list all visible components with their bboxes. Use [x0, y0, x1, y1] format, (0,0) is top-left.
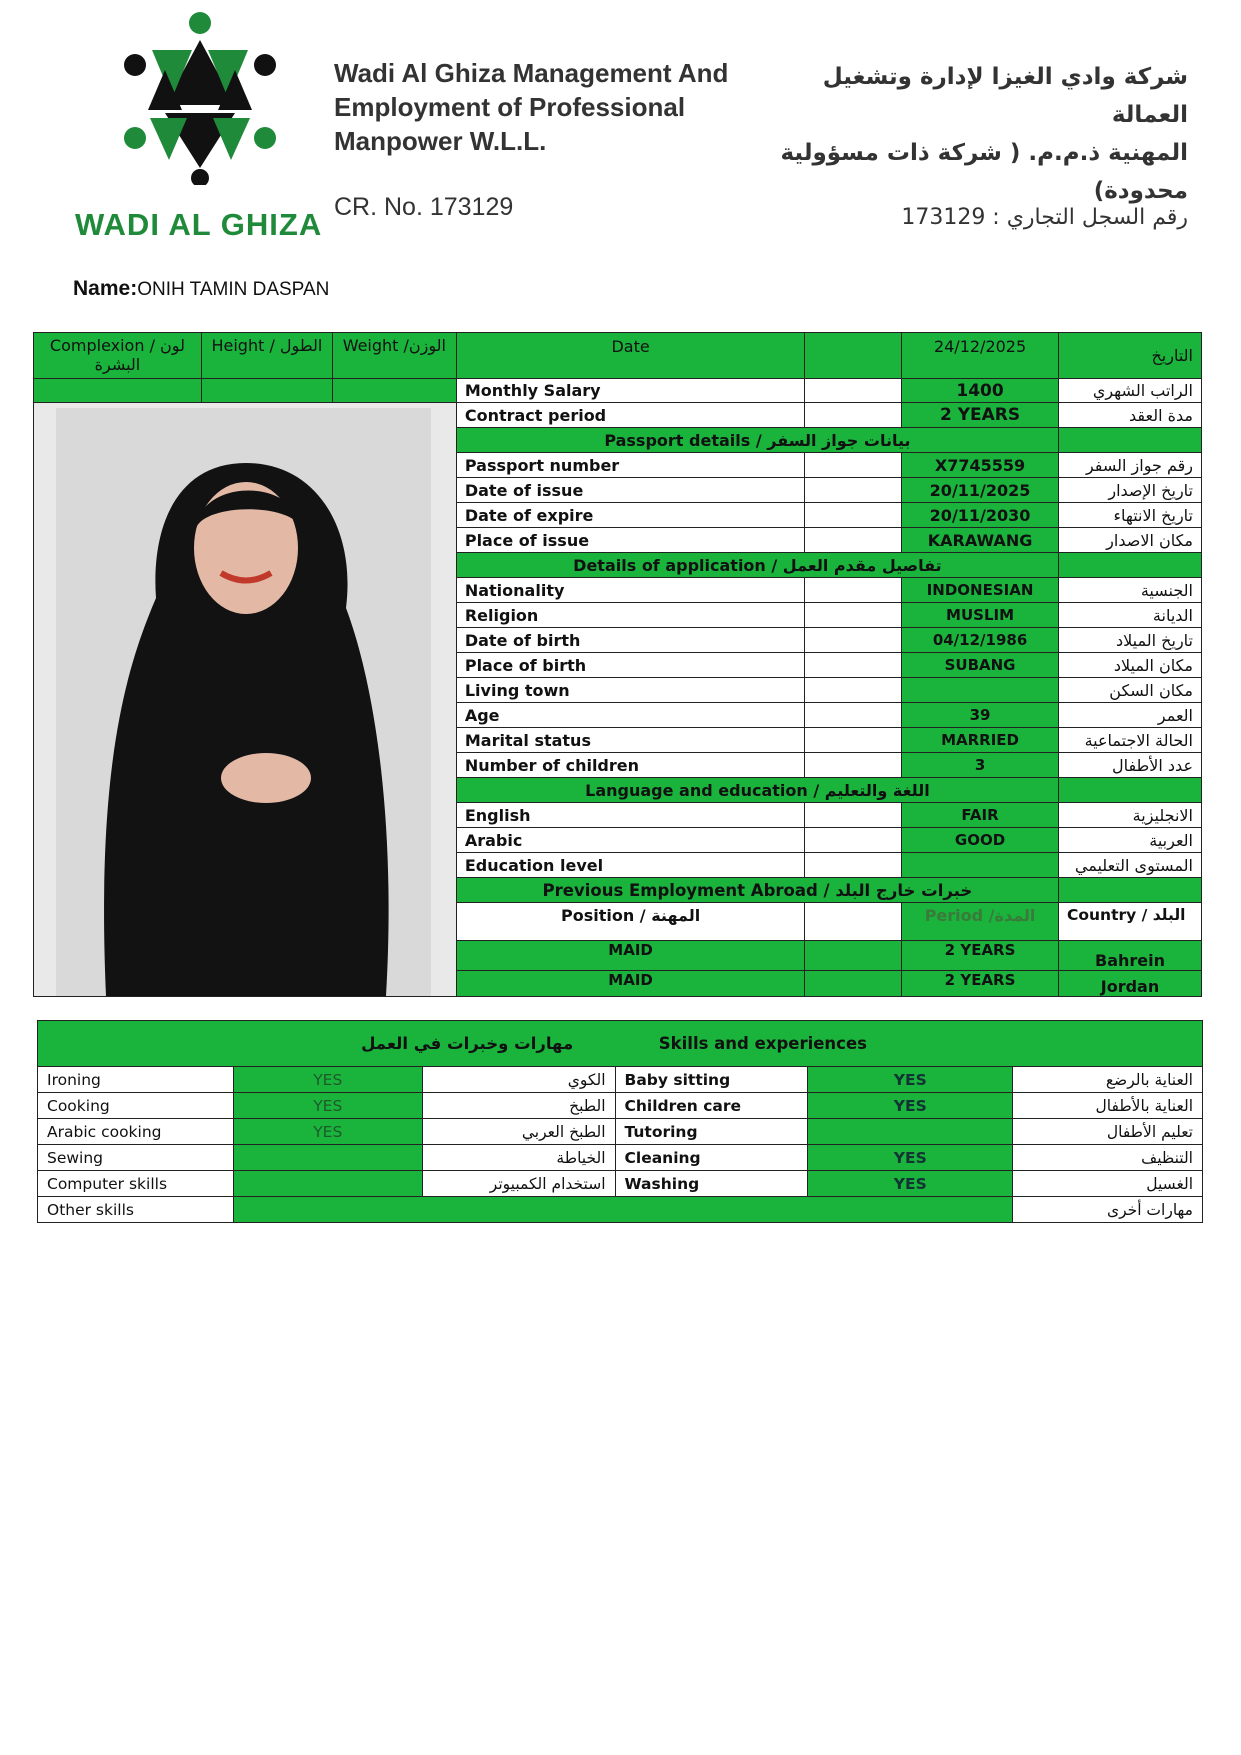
- skill-label-other: Other skills: [38, 1197, 234, 1223]
- arabic-ar: العربية: [1059, 828, 1202, 853]
- date-spacer: [805, 333, 902, 379]
- nationality-spacer: [805, 578, 902, 603]
- name-value: ONIH TAMIN DASPAN: [137, 279, 330, 300]
- employment-country-2: Jordan: [1059, 970, 1202, 996]
- cv-main-table: [33, 332, 1202, 997]
- nationality-ar: الجنسية: [1059, 578, 1202, 603]
- education-ar: المستوى التعليمي: [1059, 853, 1202, 878]
- skill-label-children-care: Children care: [615, 1093, 808, 1119]
- name-label: Name: [73, 277, 131, 300]
- dob-label: Date of birth: [456, 628, 805, 653]
- english-value: FAIR: [902, 803, 1059, 828]
- expire-date-ar: تاريخ الانتهاء: [1059, 503, 1202, 528]
- skill-value-children-care: YES: [808, 1093, 1013, 1119]
- issue-date-value: 20/11/2025: [902, 478, 1059, 503]
- dob-ar: تاريخ الميلاد: [1059, 628, 1202, 653]
- applicant-photo-icon: [56, 408, 431, 996]
- education-value: [902, 853, 1059, 878]
- marital-value: MARRIED: [902, 728, 1059, 753]
- issue-date-ar: تاريخ الإصدار: [1059, 478, 1202, 503]
- contract-label: Contract period: [456, 403, 805, 428]
- height-value: [201, 379, 332, 403]
- place-issue-label: Place of issue: [456, 528, 805, 553]
- expire-date-spacer: [805, 503, 902, 528]
- skill-value-other: [233, 1197, 1012, 1223]
- issue-date-spacer: [805, 478, 902, 503]
- skill-value-cleaning: YES: [808, 1145, 1013, 1171]
- children-value: 3: [902, 753, 1059, 778]
- company-name-ar-line3: محدودة): [1093, 178, 1188, 204]
- english-spacer: [805, 803, 902, 828]
- passport-section: Passport details / بيانات جواز السفر: [456, 428, 1058, 453]
- education-spacer: [805, 853, 902, 878]
- living-town-value: [902, 678, 1059, 703]
- skill-label-sewing: Sewing: [38, 1145, 234, 1171]
- cr-number-en: CR. No. 173129: [334, 193, 514, 221]
- age-label: Age: [456, 703, 805, 728]
- skill-label-ironing: Ironing: [38, 1067, 234, 1093]
- skill-label-computer: Computer skills: [38, 1171, 234, 1197]
- place-issue-value: KARAWANG: [902, 528, 1059, 553]
- children-label: Number of children: [456, 753, 805, 778]
- place-issue-spacer: [805, 528, 902, 553]
- language-section-spacer: [1059, 778, 1202, 803]
- children-ar: عدد الأطفال: [1059, 753, 1202, 778]
- children-spacer: [805, 753, 902, 778]
- logo-text: WADI AL GHIZA: [75, 207, 323, 242]
- religion-ar: الديانة: [1059, 603, 1202, 628]
- arabic-spacer: [805, 828, 902, 853]
- applicant-photo: [56, 408, 431, 996]
- place-issue-ar: مكان الاصدار: [1059, 528, 1202, 553]
- position-column-header: Position / المهنة: [456, 903, 805, 941]
- salary-ar: الراتب الشهري: [1059, 379, 1202, 403]
- country-column-header: Country / البلد: [1059, 903, 1202, 941]
- skills-table: [37, 1020, 1203, 1223]
- date-ar: التاريخ: [1059, 333, 1202, 379]
- company-name-line1: Wadi Al Ghiza Management And: [334, 58, 729, 88]
- skill-ar-cleaning: التنظيف: [1013, 1145, 1203, 1171]
- skill-value-arabic-cooking: YES: [233, 1119, 422, 1145]
- skills-title-en: Skills and experiences: [658, 1034, 867, 1053]
- skill-value-computer: [233, 1171, 422, 1197]
- salary-label: Monthly Salary: [456, 379, 805, 403]
- arabic-label: Arabic: [456, 828, 805, 853]
- employment-section-spacer: [1059, 878, 1202, 903]
- company-name-en: [334, 56, 728, 158]
- photo-cell: [34, 403, 457, 997]
- passport-section-spacer: [1059, 428, 1202, 453]
- complexion-value: [34, 379, 202, 403]
- employment-country-1: Bahrein: [1059, 940, 1202, 970]
- pob-label: Place of birth: [456, 653, 805, 678]
- employment-position-1: MAID: [456, 940, 805, 970]
- pob-ar: مكان الميلاد: [1059, 653, 1202, 678]
- salary-value: 1400: [902, 379, 1059, 403]
- pob-spacer: [805, 653, 902, 678]
- english-label: English: [456, 803, 805, 828]
- religion-value: MUSLIM: [902, 603, 1059, 628]
- skill-ar-cooking: الطبخ: [422, 1093, 615, 1119]
- company-name-ar-line1: شركة وادي الغيزا لإدارة وتشغيل العمالة: [822, 64, 1188, 128]
- nationality-value: INDONESIAN: [902, 578, 1059, 603]
- expire-date-label: Date of expire: [456, 503, 805, 528]
- marital-ar: الحالة الاجتماعية: [1059, 728, 1202, 753]
- company-logo: [112, 10, 287, 185]
- skill-label-tutoring: Tutoring: [615, 1119, 808, 1145]
- company-name-line2: Employment of Professional: [334, 92, 686, 122]
- salary-spacer: [805, 379, 902, 403]
- skill-ar-other: مهارات أخرى: [1013, 1197, 1203, 1223]
- employment-position-2: MAID: [456, 970, 805, 996]
- applicant-name-row: Name:ONIH TAMIN DASPAN: [73, 277, 330, 300]
- skill-ar-ironing: الكوي: [422, 1067, 615, 1093]
- contract-spacer: [805, 403, 902, 428]
- marital-spacer: [805, 728, 902, 753]
- skill-ar-computer: استخدام الكمبيوتر: [422, 1171, 615, 1197]
- living-town-spacer: [805, 678, 902, 703]
- logo-mark-icon: [112, 10, 287, 185]
- skill-label-arabic-cooking: Arabic cooking: [38, 1119, 234, 1145]
- skill-ar-baby-sitting: العناية بالرضع: [1013, 1067, 1203, 1093]
- skill-ar-washing: الغسيل: [1013, 1171, 1203, 1197]
- skill-value-washing: YES: [808, 1171, 1013, 1197]
- skill-ar-children-care: العناية بالأطفال: [1013, 1093, 1203, 1119]
- employment-period-2: 2 YEARS: [902, 970, 1059, 996]
- company-name-line3: Manpower W.L.L.: [334, 126, 547, 156]
- living-town-ar: مكان السكن: [1059, 678, 1202, 703]
- passport-number-value: X7745559: [902, 453, 1059, 478]
- passport-number-ar: رقم جواز السفر: [1059, 453, 1202, 478]
- dob-value: 04/12/1986: [902, 628, 1059, 653]
- contract-ar: مدة العقد: [1059, 403, 1202, 428]
- employment-period-1: 2 YEARS: [902, 940, 1059, 970]
- skill-value-baby-sitting: YES: [808, 1067, 1013, 1093]
- employment-row2-spacer: [805, 970, 902, 996]
- nationality-label: Nationality: [456, 578, 805, 603]
- skill-ar-sewing: الخياطة: [422, 1145, 615, 1171]
- skill-value-cooking: YES: [233, 1093, 422, 1119]
- employment-row1-spacer: [805, 940, 902, 970]
- passport-number-spacer: [805, 453, 902, 478]
- weight-header: Weight /الوزن: [332, 333, 456, 379]
- skills-title-ar: مهارات وخبرات في العمل: [361, 1034, 574, 1053]
- skill-value-ironing: YES: [233, 1067, 422, 1093]
- age-spacer: [805, 703, 902, 728]
- skills-title-row: [38, 1021, 1203, 1067]
- education-label: Education level: [456, 853, 805, 878]
- employment-section: Previous Employment Abroad / خبرات خارج البلد: [456, 878, 1058, 903]
- skill-value-sewing: [233, 1145, 422, 1171]
- arabic-value: GOOD: [902, 828, 1059, 853]
- issue-date-label: Date of issue: [456, 478, 805, 503]
- skill-ar-tutoring: تعليم الأطفال: [1013, 1119, 1203, 1145]
- cr-number-ar: رقم السجل التجاري : 173129: [901, 205, 1188, 230]
- english-ar: الانجليزية: [1059, 803, 1202, 828]
- marital-label: Marital status: [456, 728, 805, 753]
- skill-label-baby-sitting: Baby sitting: [615, 1067, 808, 1093]
- company-name-ar: [768, 58, 1188, 210]
- weight-value: [332, 379, 456, 403]
- skill-label-cooking: Cooking: [38, 1093, 234, 1119]
- position-header-spacer: [805, 903, 902, 941]
- age-value: 39: [902, 703, 1059, 728]
- passport-number-label: Passport number: [456, 453, 805, 478]
- date-label: Date: [456, 333, 805, 379]
- skill-label-cleaning: Cleaning: [615, 1145, 808, 1171]
- age-ar: العمر: [1059, 703, 1202, 728]
- application-section-spacer: [1059, 553, 1202, 578]
- religion-spacer: [805, 603, 902, 628]
- pob-value: SUBANG: [902, 653, 1059, 678]
- company-name-ar-line2: المهنية ذ.م.م. ( شركة ذات مسؤولية: [780, 140, 1188, 166]
- language-section: Language and education / اللغة والتعليم: [456, 778, 1058, 803]
- skill-value-tutoring: [808, 1119, 1013, 1145]
- skill-label-washing: Washing: [615, 1171, 808, 1197]
- skill-ar-arabic-cooking: الطبخ العربي: [422, 1119, 615, 1145]
- height-header: Height / الطول: [201, 333, 332, 379]
- date-value: 24/12/2025: [902, 333, 1059, 379]
- living-town-label: Living town: [456, 678, 805, 703]
- application-section: Details of application / تفاصيل مقدم العمل: [456, 553, 1058, 578]
- expire-date-value: 20/11/2030: [902, 503, 1059, 528]
- contract-value: 2 YEARS: [902, 403, 1059, 428]
- dob-spacer: [805, 628, 902, 653]
- religion-label: Religion: [456, 603, 805, 628]
- complexion-header: Complexion / لون البشرة: [34, 333, 202, 379]
- period-column-header: Period /المدة: [902, 903, 1059, 941]
